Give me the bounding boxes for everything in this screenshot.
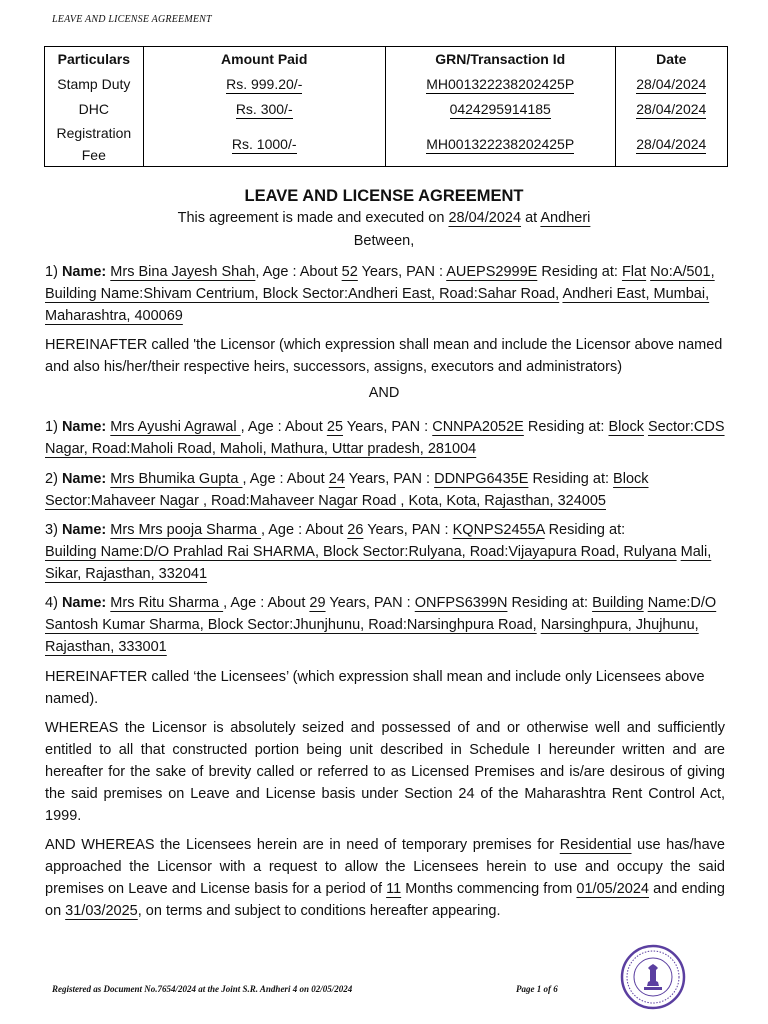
license-period-months: 11 <box>386 881 402 897</box>
cell-amount: Rs. 999.20/- <box>226 76 303 92</box>
cell-date: 28/04/2024 <box>636 136 707 152</box>
cell-particulars: Registration Fee <box>45 122 144 167</box>
agreement-date: 28/04/2024 <box>448 210 522 226</box>
col-grn: GRN/Transaction Id <box>385 47 615 73</box>
page-number: Page 1 of 6 <box>516 984 558 994</box>
licensee-address: Name:D/O Santosh Kumar Sharma, Block Sector:Jhunjhunu, Road:Narsinghpura Road, <box>45 595 717 633</box>
licensee-pan: DDNPG6435E <box>434 471 529 487</box>
col-date: Date <box>615 47 727 73</box>
cell-amount: Rs. 300/- <box>235 101 293 117</box>
licensee-age: 24 <box>328 471 345 487</box>
licensee-block-1: 1) Name: Mrs Ayushi Agrawal , Age : About 25 Years, PAN : CNNPA2052E Residing at: Block Sector:CDS Nagar, Road:Maholi Road, Maholi, Mathura, Uttar pradesh, 281004 <box>45 419 725 457</box>
licensee-pan: ONFPS6399N <box>414 595 508 611</box>
agreement-place: Andheri <box>540 210 591 226</box>
licensee-address: Sector:Mahaveer Nagar , Road:Mahaveer Nagar Road , Kota, Kota, Rajasthan, 324005 <box>45 493 606 509</box>
col-particulars: Particulars <box>45 47 144 73</box>
fees-table-header <box>45 47 728 73</box>
cell-grn: MH001322238202425P <box>426 76 575 92</box>
cell-amount: Rs. 1000/- <box>231 136 297 152</box>
licensor-address: No:A/501, Building Name:Shivam Centrium, Block Sector:Andheri East, Road:Sahar Road, <box>45 264 715 302</box>
licensee-name: Mrs Bhumika Gupta <box>110 471 243 487</box>
and-separator: AND <box>368 385 400 401</box>
col-amount-paid: Amount Paid <box>143 47 385 73</box>
licensee-block-2: 2) Name: Mrs Bhumika Gupta , Age : About 24 Years, PAN : DDNPG6435E Residing at: Block Sector:Mahaveer Nagar , Road:Mahaveer Nagar Road , Kota, Kota, Rajasthan, 324005 <box>45 471 649 509</box>
between-line: Between, <box>353 233 415 249</box>
licensee-age: 25 <box>326 419 344 435</box>
whereas-clause-1: WHEREAS the Licensor is absolutely seized and possessed of and or otherwise well and sufficiently entitled to all that constructed portion being unit described in Schedule I hereunder written and are hereafter for the sake of brevity called or referred to as Licensed Premises and is/are desirous of giving the said premises on Leave and License basis under Section 24 of the Maharashtra Rent Control Act, 1999. <box>45 720 725 824</box>
licensee-block-4: 4) Name: Mrs Ritu Sharma , Age : About 29 Years, PAN : ONFPS6399N Residing at: Building Name:D/O Santosh Kumar Sharma, Block Sector:Jhunjhunu, Road:Narsinghpura Road, Narsinghpura, Jhujhunu, Rajasthan, 333001 <box>45 595 717 655</box>
licensee-age: 29 <box>309 595 326 611</box>
licensor-age: 52 <box>341 264 358 280</box>
table-row <box>45 122 728 167</box>
cell-particulars: Stamp Duty <box>45 72 144 97</box>
licensor-pan: AUEPS2999E <box>446 264 538 280</box>
emblem-base <box>644 987 662 990</box>
licensee-address: Building Name:D/O Prahlad Rai SHARMA, Block Sector:Rulyana, Road:Vijayapura Road, Rulyana <box>45 544 677 560</box>
whereas-clause-2: AND WHEREAS the Licensees herein are in need of temporary premises for Residential use has/have approached the Licensor with a request to allow the Licensees herein to use and occupy the said premises on Leave and License basis for a period of 11 Months commencing from 01/05/2024 and ending on 31/03/2025, on terms and subject to conditions hereafter appearing. <box>45 837 725 919</box>
table-row <box>45 97 728 122</box>
running-header: LEAVE AND LICENSE AGREEMENT <box>52 14 212 25</box>
licensee-pan: CNNPA2052E <box>432 419 524 435</box>
intro-line: This agreement is made and executed on 28/04/2024 at Andheri <box>177 210 591 226</box>
cell-particulars: DHC <box>45 97 144 122</box>
cell-date: 28/04/2024 <box>636 101 707 117</box>
government-seal-icon <box>620 944 686 1010</box>
licensee-address: Sector:CDS Nagar, Road:Maholi Road, Maholi, Mathura, Uttar pradesh, 281004 <box>45 419 725 457</box>
table-row <box>45 72 728 97</box>
licensee-block-3: 3) Name: Mrs Mrs pooja Sharma , Age : About 26 Years, PAN : KQNPS2455A Residing at: Building Name:D/O Prahlad Rai SHARMA, Block Sector:Rulyana, Road:Vijayapura Road, Rulyana Mali, Sikar, Rajasthan, 332041 <box>45 522 712 582</box>
license-start-date: 01/05/2024 <box>576 881 649 897</box>
licensee-name: Mrs Mrs pooja Sharma <box>110 522 261 538</box>
licensor-name: Mrs Bina Jayesh Shah <box>110 264 256 280</box>
licensor-block: 1) Name: Mrs Bina Jayesh Shah, Age : About 52 Years, PAN : AUEPS2999E Residing at: Flat No:A/501, Building Name:Shivam Centrium, Block Sector:Andheri East, Road:Sahar Road, Andheri East, Mumbai, Maharashtra, 400069 <box>45 264 715 324</box>
fees-table <box>44 46 728 167</box>
licensee-pan: KQNPS2455A <box>452 522 545 538</box>
cell-date: 28/04/2024 <box>636 76 707 92</box>
licensees-clause: HEREINAFTER called ‘the Licensees’ (which expression shall mean and include only Licensees above named). <box>45 669 705 707</box>
registration-footer: Registered as Document No.7654/2024 at the Joint S.R. Andheri 4 on 02/05/2024 <box>52 984 353 994</box>
cell-grn: 0424295914185 <box>449 101 551 117</box>
license-end-date: 31/03/2025 <box>65 903 138 919</box>
licensee-name: Mrs Ayushi Agrawal <box>110 419 241 435</box>
document-title: LEAVE AND LICENSE AGREEMENT <box>244 187 524 205</box>
emblem-shape <box>647 964 659 986</box>
licensor-clause: HEREINAFTER called 'the Licensor (which expression shall mean and include the Licensor above named and also his/her/their respective heirs, successors, assigns, executors and administrators) <box>45 337 723 375</box>
premises-purpose: Residential <box>559 837 632 853</box>
licensee-name: Mrs Ritu Sharma <box>110 595 224 611</box>
licensee-age: 26 <box>347 522 364 538</box>
cell-grn: MH001322238202425P <box>426 136 575 152</box>
